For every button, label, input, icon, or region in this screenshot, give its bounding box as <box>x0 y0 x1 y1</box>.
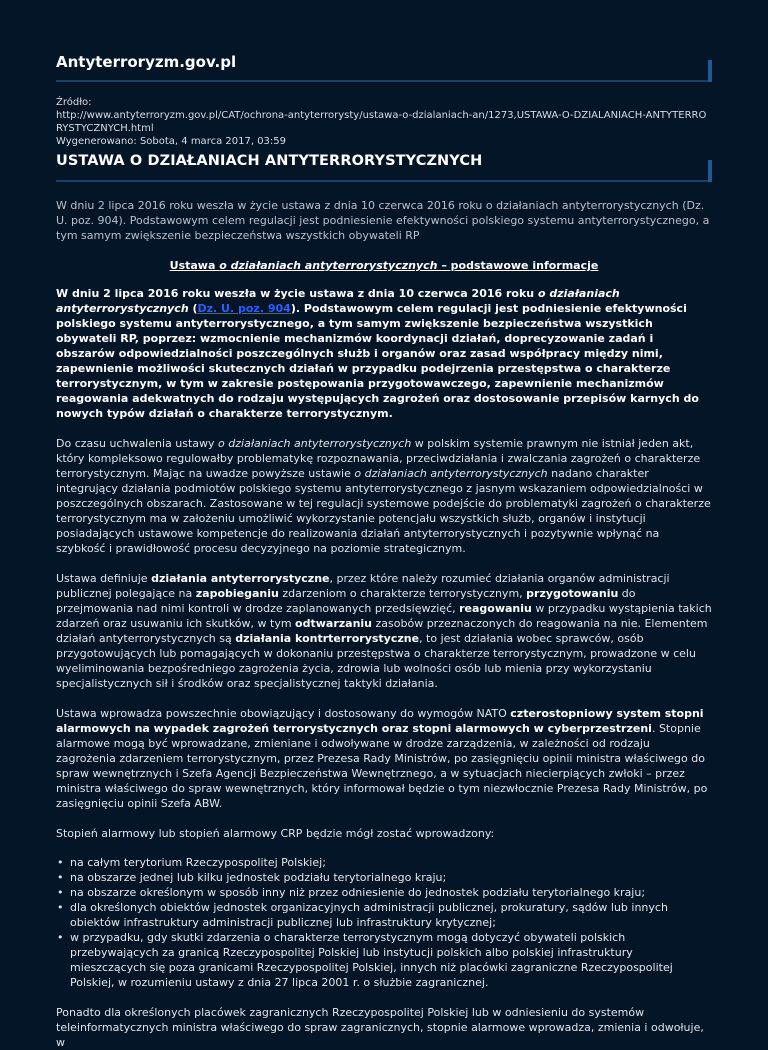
list-item: • na całym terytorium Rzeczypospolitej Polskiej; <box>70 855 712 870</box>
text-run-bold: zapobieganiu <box>195 587 279 600</box>
text-run: Do czasu uchwalenia ustawy <box>56 437 219 450</box>
paragraph-foreign-posts: Ponadto dla określonych placówek zagranicznych Rzeczypospolitej Polskiej lub w odniesieniu do systemów teleinformatycznych ministra właściwego do spraw zagranicznych, stopnie alarmowe wprowadza, zmienia i odwołuje, w <box>56 1006 704 1049</box>
text-run-bold: działania kontrterrorystyczne <box>235 632 420 645</box>
document-meta <box>56 96 712 148</box>
list-item: • w przypadku, gdy skutki zdarzenia o charakterze terrorystycznym mogą dotyczyć obywateli polskich przebywających za granicą Rzeczypospolitej Polskiej lub instytucji polskich albo polskiej infrastruktury mieszczących się poza granicami Rzeczypospolitej Polskiej, innych niż placówki zagraniczne Rzeczypospolitej Polskiej, w rozumieniu ustawy z dnia 27 lipca 2001 r. o służbie zagranicznej. <box>70 930 712 990</box>
list-item: • na obszarze jednej lub kilku jednostek podziału terytorialnego kraju; <box>70 870 712 885</box>
text-run-italic: o działaniach antyterrorystycznych <box>56 287 620 315</box>
text-run-bold: czterostopniowy system stopni alarmowych na wypadek zagrożeń terrorystycznych oraz stopni alarmowych w cyberprzestrzeni <box>56 707 704 735</box>
text-run: , przez które należy rozumieć działania organów administracji publicznej polegające na <box>56 572 670 600</box>
text-run: W dniu 2 lipca 2016 roku weszła w życie ustawa z dnia 10 czerwca 2016 roku <box>56 287 538 300</box>
site-title: Antyterroryzm.gov.pl <box>56 53 237 71</box>
paragraph-alert-levels <box>56 706 712 811</box>
article-header <box>56 152 712 182</box>
subheading-part: – podstawowe informacje <box>437 259 599 272</box>
article-title: USTAWA O DZIAŁANIACH ANTYTERRORYSTYCZNYCH <box>56 153 483 169</box>
header-rule <box>56 80 708 82</box>
source-label: Źródło: <box>56 97 92 108</box>
text-run-bold: reagowaniu <box>459 602 532 615</box>
text-run: Ustawa wprowadza powszechnie obowiązujący i dostosowany do wymogów NATO <box>56 707 511 720</box>
paragraph-background <box>56 436 712 556</box>
text-run: ). Podstawowym celem regulacji jest podniesienie efektywności polskiego systemu antyterrorystycznego, a tym samym zwiększenie bezpieczeństwa wszystkich obywateli RP, poprzez: wzmocnienie mechanizmów koordynacji działań, doprecyzowanie zadań i obszarów odpowiedzialności poszczególnych służb i organów oraz zasad współpracy między nimi, zapewnienie możliwości skutecznych działań w przypadku podejrzenia przestępstwa o charakterze terrorystycznym, w tym w zakresie postępowania przygotowawczego, zapewnienie mechanizmów reagowania adekwatnych do rodzaju występujących zagrożeń oraz dostosowanie przepisów karnych do nowych typów działań o charakterze terrorystycznym. <box>56 302 699 420</box>
text-run-italic: o działaniach antyterrorystycznych <box>218 437 412 450</box>
text-run: w przypadku wystąpienia takich zdarzeń oraz usuwaniu ich skutków, w tym <box>56 602 712 630</box>
header-rule-tab <box>708 60 712 82</box>
generated-date: Wygenerowano: Sobota, 4 marca 2017, 03:59 <box>56 136 287 147</box>
text-run: Ustawa definiuje <box>56 572 152 585</box>
summary-paragraph <box>56 286 712 421</box>
paragraph-alert-scope: Stopień alarmowy lub stopień alarmowy CRP będzie mógł zostać wprowadzony: <box>56 827 495 840</box>
law-journal-link[interactable]: Dz. U. poz. 904 <box>197 302 291 315</box>
list-item: • dla określonych obiektów jednostek organizacyjnych administracji publicznej, prokuratury, sądów lub innych obiektów infrastruktury administracji publicznej lub infrastruktury krytycznej; <box>70 900 712 930</box>
subheading-italic: o działaniach antyterrorystycznych <box>219 259 438 272</box>
text-run: w polskim systemie prawnym nie istniał jeden akt, który kompleksowo regulowałby problematykę rozpoznawania, przeciwdziałania i zwalczania zagrożeń o charakterze terrorystycznym. Mając na uwadze powyższe ustawie <box>56 437 701 480</box>
text-run: , to jest działania wobec sprawców, osób przygotowujących lub pomagających w dokonaniu przestępstwa o charakterze terrorystycznym, prowadzone w celu wyeliminowania bezpośredniego zagrożenia życia, zdrowia lub wolności osób lub mienia przy wykorzystaniu specjalistycznych sił i środków oraz specjalistycznej taktyki działania. <box>56 632 696 690</box>
section-subheading <box>56 258 712 273</box>
list-item: • na obszarze określonym w sposób inny niż przez odniesienie do jednostek podziału terytorialnego kraju; <box>70 885 712 900</box>
alert-scope-list <box>56 855 712 990</box>
source-url: http://www.antyterroryzm.gov.pl/CAT/ochrona-antyterrorysty/ustawa-o-dzialaniach-an/1273,USTAWA-O-DZIALANIACH-ANTYTERRORYSTYCZNYCH.html <box>56 110 707 134</box>
text-run-bold: odtwarzaniu <box>295 617 373 630</box>
title-rule <box>56 180 708 182</box>
text-run-bold: działania antyterrorystyczne <box>151 572 330 585</box>
paragraph-definitions <box>56 571 712 691</box>
text-run: ( <box>188 302 198 315</box>
article-lead: W dniu 2 lipca 2016 roku weszła w życie ustawa z dnia 10 czerwca 2016 roku o działaniach antyterrorystycznych (Dz. U. poz. 904). Podstawowym celem regulacji jest podniesienie efektywności polskiego systemu antyterrorystycznego, a tym samym zwiększenie bezpieczeństwa wszystkich obywateli RP <box>56 199 710 242</box>
text-run: nadano charakter integrujący działania podmiotów polskiego systemu antyterrorystycznego z jasnym wskazaniem odpowiedzialności w poszczególnych obszarach. Zastosowane w tej regulacji systemowe podejście do problematyki zagrożeń o charakterze terrorystycznym ma w założeniu umożliwić wykorzystanie potencjału wszystkich służb, organów i instytucji posiadających ustawowe kompetencje do realizowania działań antyterrorystycznych i pozytywnie wpłynąć na szybkość i prawidłowość procesu decyzyjnego na poziomie strategicznym. <box>56 467 711 555</box>
text-run: do przejmowania nad nimi kontroli w drodze zaplanowanych przedsięwzięć, <box>56 587 636 615</box>
text-run: . Stopnie alarmowe mogą być wprowadzane, zmieniane i odwoływane w drodze zarządzenia, w zależności od rodzaju zagrożenia zdarzeniem terrorystycznym, przez Prezesa Rady Ministrów, po zasięgnięciu opinii ministra właściwego do spraw wewnętrznych i Szefa Agencji Bezpieczeństwa Wewnętrznego, a w sytuacjach niecierpiących zwłoki – przez ministra właściwego do spraw wewnętrznych, który informował będzie o tym niezwłocznie Prezesa Rady Ministrów, po zasięgnięciu opinii Szefa ABW. <box>56 722 708 810</box>
site-header <box>56 52 712 82</box>
text-run: zasobów przeznaczonych do reagowania na nie. Elementem działań antyterrorystycznych są <box>56 617 708 645</box>
title-rule-tab <box>708 160 712 182</box>
text-run: zdarzeniom o charakterze terrorystycznym, <box>278 587 527 600</box>
text-run-bold: przygotowaniu <box>526 587 619 600</box>
subheading-part: Ustawa <box>169 259 220 272</box>
text-run-italic: o działaniach antyterrorystycznych <box>354 467 548 480</box>
